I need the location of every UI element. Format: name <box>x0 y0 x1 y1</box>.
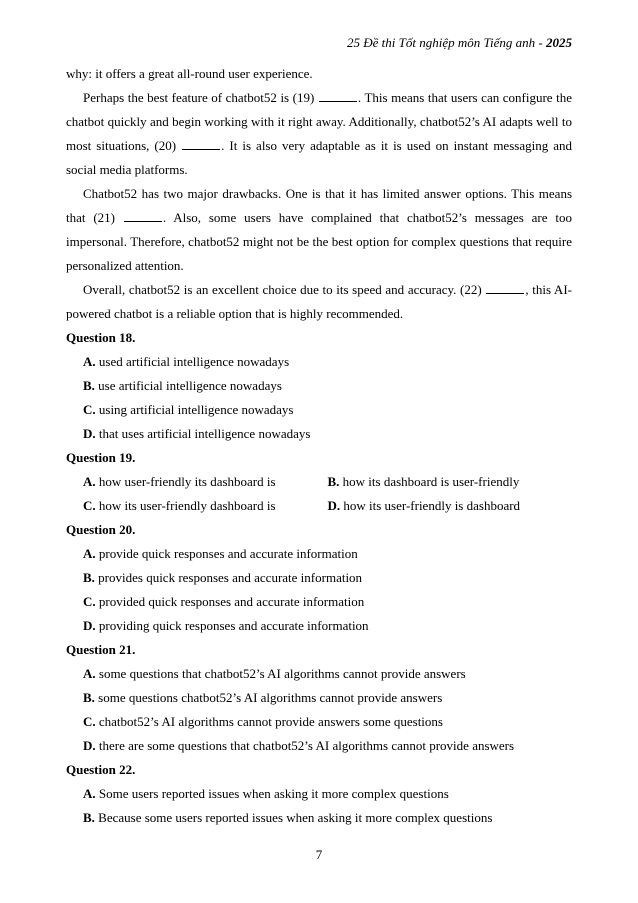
page-number: 7 <box>315 847 323 862</box>
answer-option <box>83 470 328 494</box>
option-text: how its user-friendly dashboard is <box>98 498 276 513</box>
option-letter: A. <box>83 786 96 801</box>
answer-option <box>83 398 572 422</box>
answer-option <box>83 734 572 758</box>
passage-text: why: it offers a great all-round user experience. <box>66 66 313 81</box>
answer-option <box>83 590 572 614</box>
blank-19 <box>319 89 357 102</box>
option-text: Some users reported issues when asking it more complex questions <box>98 786 449 801</box>
question-title: Question 20. <box>66 522 136 537</box>
option-text: how its user-friendly is dashboard <box>343 498 521 513</box>
option-text: provided quick responses and accurate information <box>98 594 365 609</box>
passage-text: , this AI-powered chatbot is a reliable option that is highly recommended. <box>66 282 572 321</box>
answer-option <box>83 806 572 830</box>
option-text: use artificial intelligence nowadays <box>98 378 282 393</box>
option-letter: C. <box>83 594 96 609</box>
passage-text: . Also, some users have complained that chatbot52’s messages are too impersonal. Therefore, chatbot52 might not be the best option for complex questions that require personalized attention. <box>66 210 572 273</box>
question-title: Question 19. <box>66 450 136 465</box>
option-letter: C. <box>83 714 96 729</box>
page-header: 25 Đề thi Tốt nghiệp môn Tiếng anh - 2025 <box>347 35 572 50</box>
option-letter: C. <box>83 402 96 417</box>
passage-paragraph-3 <box>66 278 572 326</box>
option-text: how user-friendly its dashboard is <box>98 474 276 489</box>
question-title: Question 22. <box>66 762 136 777</box>
option-letter: A. <box>83 354 96 369</box>
option-letter: D. <box>83 426 96 441</box>
answer-option <box>83 662 572 686</box>
option-letter: A. <box>83 546 96 561</box>
answer-option <box>83 710 572 734</box>
answer-option <box>83 422 572 446</box>
option-text: providing quick responses and accurate information <box>98 618 369 633</box>
option-letter: D. <box>83 618 96 633</box>
passage-paragraph-0 <box>66 62 572 86</box>
option-text: how its dashboard is user-friendly <box>342 474 520 489</box>
passage-text: . This means that users can configure the chatbot quickly and begin working with it right away. Additionally, chatbot52’s AI adapts well to most situations, (20) <box>66 90 572 153</box>
answer-option <box>83 614 572 638</box>
answer-option <box>83 350 572 374</box>
option-text: used artificial intelligence nowadays <box>98 354 290 369</box>
question-title: Question 21. <box>66 642 136 657</box>
blank-20 <box>182 137 220 150</box>
passage-paragraph-2 <box>66 182 572 278</box>
passage-paragraph-1 <box>66 86 572 182</box>
answer-option <box>83 782 572 806</box>
option-text: Because some users reported issues when asking it more complex questions <box>98 810 493 825</box>
option-letter: A. <box>83 474 96 489</box>
answer-option <box>328 470 573 494</box>
option-text: some questions that chatbot52’s AI algorithms cannot provide answers <box>98 666 466 681</box>
answer-option <box>83 566 572 590</box>
option-letter: B. <box>83 378 95 393</box>
option-text: using artificial intelligence nowadays <box>98 402 294 417</box>
answer-option <box>83 494 328 518</box>
option-letter: A. <box>83 666 96 681</box>
answer-row <box>83 494 572 518</box>
option-letter: D. <box>83 738 96 753</box>
option-letter: D. <box>327 498 341 513</box>
option-letter: B. <box>83 690 95 705</box>
option-text: provides quick responses and accurate information <box>98 570 363 585</box>
answer-option <box>83 374 572 398</box>
option-letter: B. <box>83 810 95 825</box>
passage-text: Perhaps the best feature of chatbot52 is (19) <box>83 90 318 105</box>
blank-22 <box>486 281 524 294</box>
passage-text: Overall, chatbot52 is an excellent choice due to its speed and accuracy. (22) <box>83 282 486 297</box>
question-title: Question 18. <box>66 330 136 345</box>
option-letter: B. <box>327 474 340 489</box>
answer-option <box>83 686 572 710</box>
blank-21 <box>124 209 162 222</box>
option-letter: B. <box>83 570 95 585</box>
passage-text: . It is also very adaptable as it is used on instant messaging and social media platforms. <box>66 138 573 177</box>
option-text: chatbot52’s AI algorithms cannot provide answers some questions <box>98 714 443 729</box>
answer-option <box>83 542 572 566</box>
answer-row <box>83 470 572 494</box>
option-letter: C. <box>83 498 96 513</box>
answer-option <box>328 494 573 518</box>
option-text: there are some questions that chatbot52’s AI algorithms cannot provide answers <box>98 738 515 753</box>
passage-text: Chatbot52 has two major drawbacks. One is that it has limited answer options. This means that (21) <box>66 186 572 225</box>
option-text: that uses artificial intelligence nowadays <box>98 426 311 441</box>
page-body <box>66 62 572 830</box>
header-title: 25 Đề thi Tốt nghiệp môn Tiếng anh <box>347 35 536 50</box>
option-text: provide quick responses and accurate information <box>98 546 358 561</box>
header-year: 2025 <box>546 35 572 50</box>
option-text: some questions chatbot52’s AI algorithms cannot provide answers <box>98 690 443 705</box>
